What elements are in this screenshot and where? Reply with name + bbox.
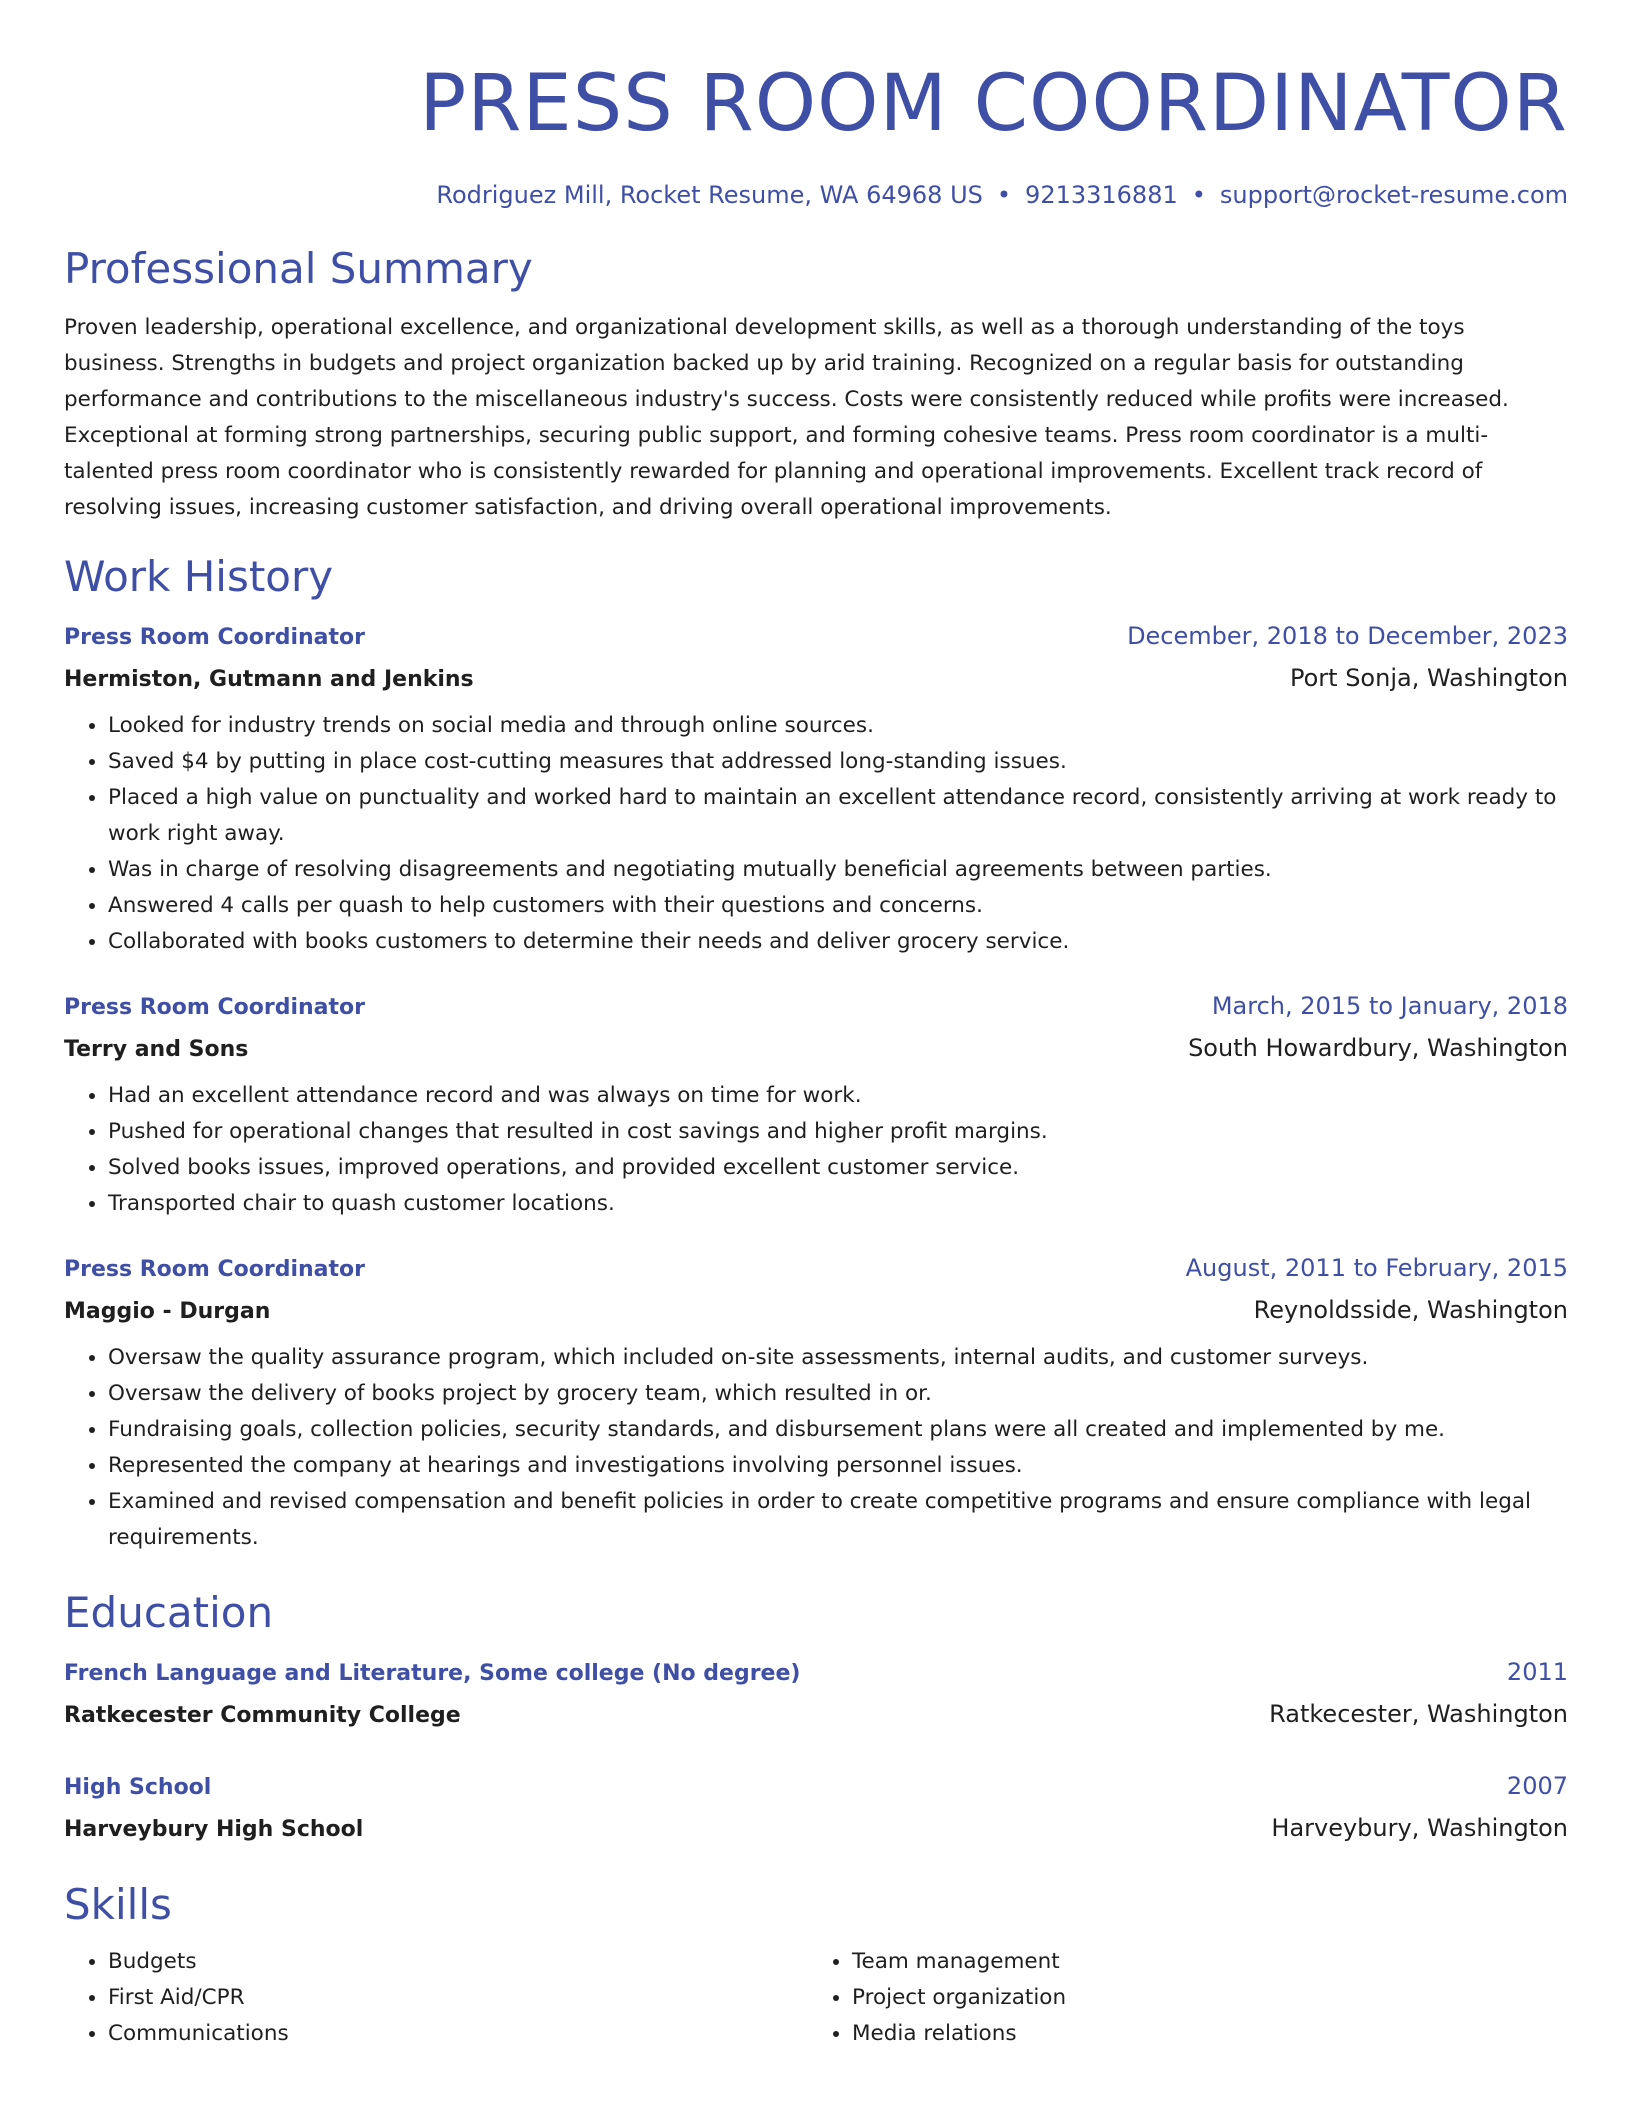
job-entry <box>64 986 1568 1222</box>
contact-separator: • <box>996 181 1012 209</box>
job-bullet: • Fundraising goals, collection policies, security standards, and disbursement plans were all created and implemented by me. <box>108 1412 1568 1448</box>
job-entry <box>64 1248 1568 1556</box>
skill-item: • Budgets <box>108 1944 808 1980</box>
education-location: Ratkecester, Washington <box>1269 1700 1568 1728</box>
contact-separator: • <box>1191 181 1206 209</box>
skills-list <box>64 1944 1568 2052</box>
education-degree: French Language and Literature, Some college (No degree) <box>64 1661 801 1686</box>
education-location: Harveybury, Washington <box>1271 1814 1568 1842</box>
job-bullets <box>64 1078 1568 1222</box>
job-bullet: • Placed a high value on punctuality and worked hard to maintain an excellent attendance record, consistently arriving at work ready to work right away. <box>108 780 1568 852</box>
job-bullets <box>64 708 1568 960</box>
skill-item: • Team management <box>852 1944 1552 1980</box>
job-bullet: • Collaborated with books customers to determine their needs and deliver grocery service. <box>108 924 1568 960</box>
job-employer: Hermiston, Gutmann and Jenkins <box>64 667 474 692</box>
job-bullet: • Oversaw the quality assurance program, which included on-site assessments, internal audits, and customer surveys. <box>108 1340 1568 1376</box>
job-dates: December, 2018 to December, 2023 <box>1127 622 1568 650</box>
work-history-list <box>64 616 1568 1556</box>
job-employer: Terry and Sons <box>64 1037 249 1062</box>
job-employer: Maggio - Durgan <box>64 1299 271 1324</box>
job-dates: August, 2011 to February, 2015 <box>1185 1254 1568 1282</box>
skill-item: • Communications <box>108 2016 808 2052</box>
skills-column-left <box>64 1944 808 2052</box>
contact-email[interactable]: support@rocket-resume.com <box>1219 181 1568 209</box>
job-bullets <box>64 1340 1568 1556</box>
education-list <box>64 1652 1568 1850</box>
job-bullet: • Saved $4 by putting in place cost-cutting measures that addressed long-standing issues. <box>108 744 1568 780</box>
education-heading: Education <box>64 1588 274 1637</box>
skill-item: • First Aid/CPR <box>108 1980 808 2016</box>
summary-text: Proven leadership, operational excellence, and organizational development skills, as well as a thorough understanding of the toys business. Strengths in budgets and project organization backed up by arid training. Recognized on a regular basis for outstanding performance and contributions to the miscellaneous industry's success. Costs were consistently reduced while profits were increased. Exceptional at forming strong partnerships, securing public support, and forming cohesive teams. Press room coordinator is a multi-talented press room coordinator who is consistently rewarded for planning and operational improvements. Excellent track record of resolving issues, increasing customer satisfaction, and driving overall operational improvements. <box>64 315 1509 520</box>
job-bullet: • Had an excellent attendance record and was always on time for work. <box>108 1078 1568 1114</box>
education-year: 2007 <box>1506 1772 1568 1800</box>
job-bullet: • Oversaw the delivery of books project by grocery team, which resulted in or. <box>108 1376 1568 1412</box>
skills-heading: Skills <box>64 1880 172 1929</box>
education-entry <box>64 1652 1568 1736</box>
education-year: 2011 <box>1506 1658 1568 1686</box>
summary-heading: Professional Summary <box>64 244 533 293</box>
education-school: Ratkecester Community College <box>64 1703 461 1728</box>
resume-title: PRESS ROOM COORDINATOR <box>419 59 1568 149</box>
job-bullet: • Represented the company at hearings and investigations involving personnel issues. <box>108 1448 1568 1484</box>
job-bullet: • Examined and revised compensation and benefit policies in order to create competitive programs and ensure compliance with legal requirements. <box>108 1484 1568 1556</box>
contact-line <box>64 178 1568 212</box>
job-bullet: • Solved books issues, improved operations, and provided excellent customer service. <box>108 1150 1568 1186</box>
job-bullet: • Transported chair to quash customer locations. <box>108 1186 1568 1222</box>
job-title: Press Room Coordinator <box>64 1257 365 1282</box>
job-location: Reynoldsside, Washington <box>1253 1296 1568 1324</box>
work-history-heading: Work History <box>64 552 334 601</box>
education-degree: High School <box>64 1775 212 1800</box>
job-title: Press Room Coordinator <box>64 625 365 650</box>
skills-column-right <box>808 1944 1552 2052</box>
skill-item: • Project organization <box>852 1980 1552 2016</box>
job-dates: March, 2015 to January, 2018 <box>1211 992 1568 1020</box>
job-title: Press Room Coordinator <box>64 995 365 1020</box>
education-school: Harveybury High School <box>64 1817 364 1842</box>
job-bullet: • Answered 4 calls per quash to help customers with their questions and concerns. <box>108 888 1568 924</box>
job-bullet: • Was in charge of resolving disagreements and negotiating mutually beneficial agreements between parties. <box>108 852 1568 888</box>
skill-item: • Media relations <box>852 2016 1552 2052</box>
job-location: South Howardbury, Washington <box>1188 1034 1568 1062</box>
resume-page <box>64 0 1568 2052</box>
contact-address: Rodriguez Mill, Rocket Resume, WA 64968 US <box>436 181 983 209</box>
job-location: Port Sonja, Washington <box>1289 664 1568 692</box>
job-bullet: • Looked for industry trends on social media and through online sources. <box>108 708 1568 744</box>
job-bullet: • Pushed for operational changes that resulted in cost savings and higher profit margins. <box>108 1114 1568 1150</box>
education-entry <box>64 1766 1568 1850</box>
job-entry <box>64 616 1568 960</box>
contact-phone[interactable]: 9213316881 <box>1025 181 1178 209</box>
